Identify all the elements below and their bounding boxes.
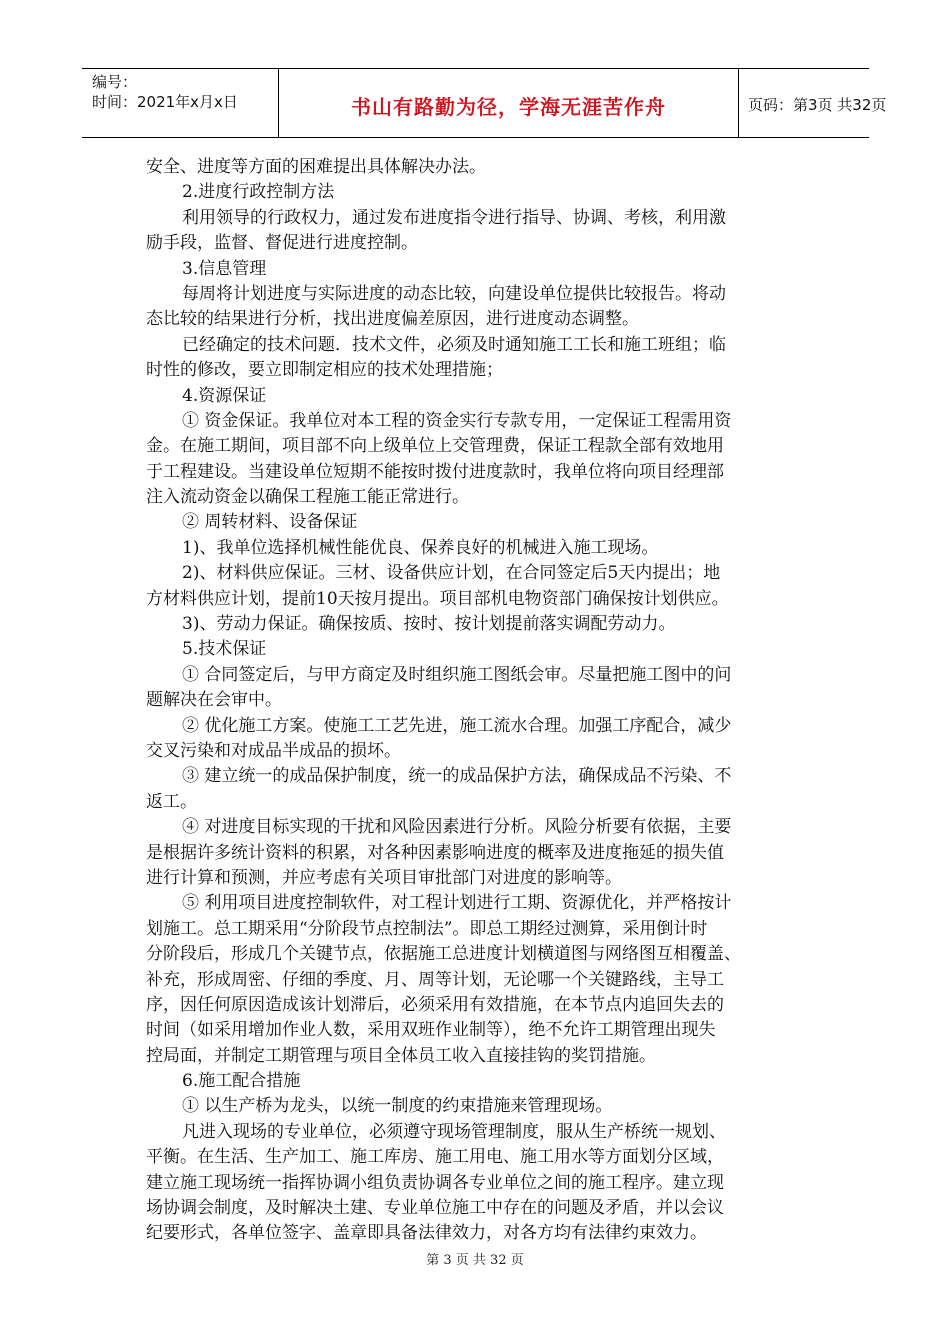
text-line: ① 资金保证。我单位对本工程的资金实行专款专用，一定保证工程需用资 [182, 410, 732, 431]
motto-text: 书山有路勤为径，学海无涯苦作舟 [351, 95, 666, 119]
date-label: 时间：2021年x月x日 [92, 93, 238, 111]
text-line: 3.信息管理 [182, 258, 267, 279]
text-line: 5.技术保证 [182, 639, 267, 660]
text-line: 控局面，并制定工期管理与项目全体员工收入直接挂钩的奖罚措施。 [146, 1045, 656, 1066]
text-line: 态比较的结果进行分析，找出进度偏差原因，进行进度动态调整。 [146, 309, 639, 330]
text-line: 返工。 [146, 791, 197, 812]
page-number-label: 页码：第3页 共32页 [748, 96, 887, 114]
text-line: 于工程建设。当建设单位短期不能按时拨付进度款时，我单位将向项目经理部 [146, 461, 724, 482]
page-header [82, 68, 887, 138]
header-page-cell [738, 69, 887, 137]
header-motto-cell [278, 69, 739, 137]
text-line: 注入流动资金以确保工程施工能正常进行。 [146, 487, 469, 508]
text-line: 分阶段后，形成几个关键节点，依据施工总进度计划横道图与网络图互相覆盖、 [146, 944, 741, 965]
text-line: ② 周转材料、设备保证 [182, 512, 358, 533]
text-line: 方材料供应计划，提前10天按月提出。项目部机电物资部门确保按计划供应。 [146, 588, 729, 609]
text-line: 场协调会制度，及时解决土建、专业单位施工中存在的问题及矛盾，并以会议 [146, 1198, 724, 1219]
text-line: 利用领导的行政权力，通过发布进度指令进行指导、协调、考核，利用激 [182, 207, 726, 228]
text-line: 纪要形式，各单位签字、盖章即具备法律效力，对各方均有法律约束效力。 [146, 1223, 707, 1244]
text-line: 补充，形成周密、仔细的季度、月、周等计划，无论哪一个关键路线，主导工 [146, 969, 724, 990]
text-line: ④ 对进度目标实现的干扰和风险因素进行分析。风险分析要有依据，主要 [182, 817, 732, 838]
text-line: 金。在施工期间，项目部不向上级单位上交管理费，保证工程款全部有效地用 [146, 436, 724, 457]
text-line: ① 合同签定后，与甲方商定及时组织施工图纸会审。尽量把施工图中的问 [182, 664, 732, 685]
text-line: 序，因任何原因造成该计划滞后，必须采用有效措施，在本节点内追回失去的 [146, 994, 724, 1015]
text-line: 建立施工现场统一指挥协调小组负责协调各专业单位之间的施工程序。建立现 [146, 1172, 724, 1193]
text-line: 交叉污染和对成品半成品的损坏。 [146, 740, 401, 761]
text-line: 4.资源保证 [182, 385, 267, 406]
text-line: 2.进度行政控制方法 [182, 182, 335, 203]
text-line: 凡进入现场的专业单位，必须遵守现场管理制度，服从生产桥统一规划、 [182, 1121, 726, 1142]
text-line: 2)、材料供应保证。三材、设备供应计划，在合同签定后5天内提出；地 [182, 563, 721, 584]
text-line: ③ 建立统一的成品保护制度，统一的成品保护方法，确保成品不污染、不 [182, 766, 732, 787]
text-line: 安全、进度等方面的困难提出具体解决办法。 [146, 157, 486, 177]
header-meta-cell [82, 69, 278, 137]
text-line: 每周将计划进度与实际进度的动态比较，向建设单位提供比较报告。将动 [182, 283, 726, 304]
text-line: 时性的修改，要立即制定相应的技术处理措施； [146, 360, 503, 381]
serial-number-label: 编号： [92, 73, 138, 91]
text-line: 6.施工配合措施 [182, 1071, 301, 1092]
text-line: 是根据许多统计资料的积累，对各种因素影响进度的概率及进度拖延的损失值 [146, 842, 724, 863]
text-line: ① 以生产桥为龙头，以统一制度的约束措施来管理现场。 [182, 1096, 613, 1117]
text-line: 1)、我单位选择机械性能优良、保养良好的机械进入施工现场。 [182, 537, 659, 558]
text-line: 划施工。总工期采用“分阶段节点控制法”。即总工期经过测算，采用倒计时 [146, 918, 708, 939]
text-line: 已经确定的技术问题．技术文件，必须及时通知施工工长和施工班组；临 [182, 334, 726, 355]
text-line: 平衡。在生活、生产加工、施工库房、施工用电、施工用水等方面划分区域， [146, 1147, 724, 1168]
text-line: 3)、劳动力保证。确保按质、按时、按计划提前落实调配劳动力。 [182, 614, 676, 635]
text-line: ⑤ 利用项目进度控制软件，对工程计划进行工期、资源优化，并严格按计 [182, 893, 732, 914]
text-line: 励手段，监督、督促进行进度控制。 [146, 233, 418, 254]
text-line: ② 优化施工方案。使施工工艺先进，施工流水合理。加强工序配合，减少 [182, 715, 732, 736]
document-body [146, 155, 826, 1247]
text-line: 时间（如采用增加作业人数，采用双班作业制等），绝不允许工期管理出现失 [146, 1020, 716, 1041]
page-footer: 第 3 页 共 32 页 [426, 1253, 524, 1268]
text-line: 进行计算和预测，并应考虑有关项目审批部门对进度的影响等。 [146, 867, 622, 888]
text-line: 题解决在会审中。 [146, 690, 282, 711]
